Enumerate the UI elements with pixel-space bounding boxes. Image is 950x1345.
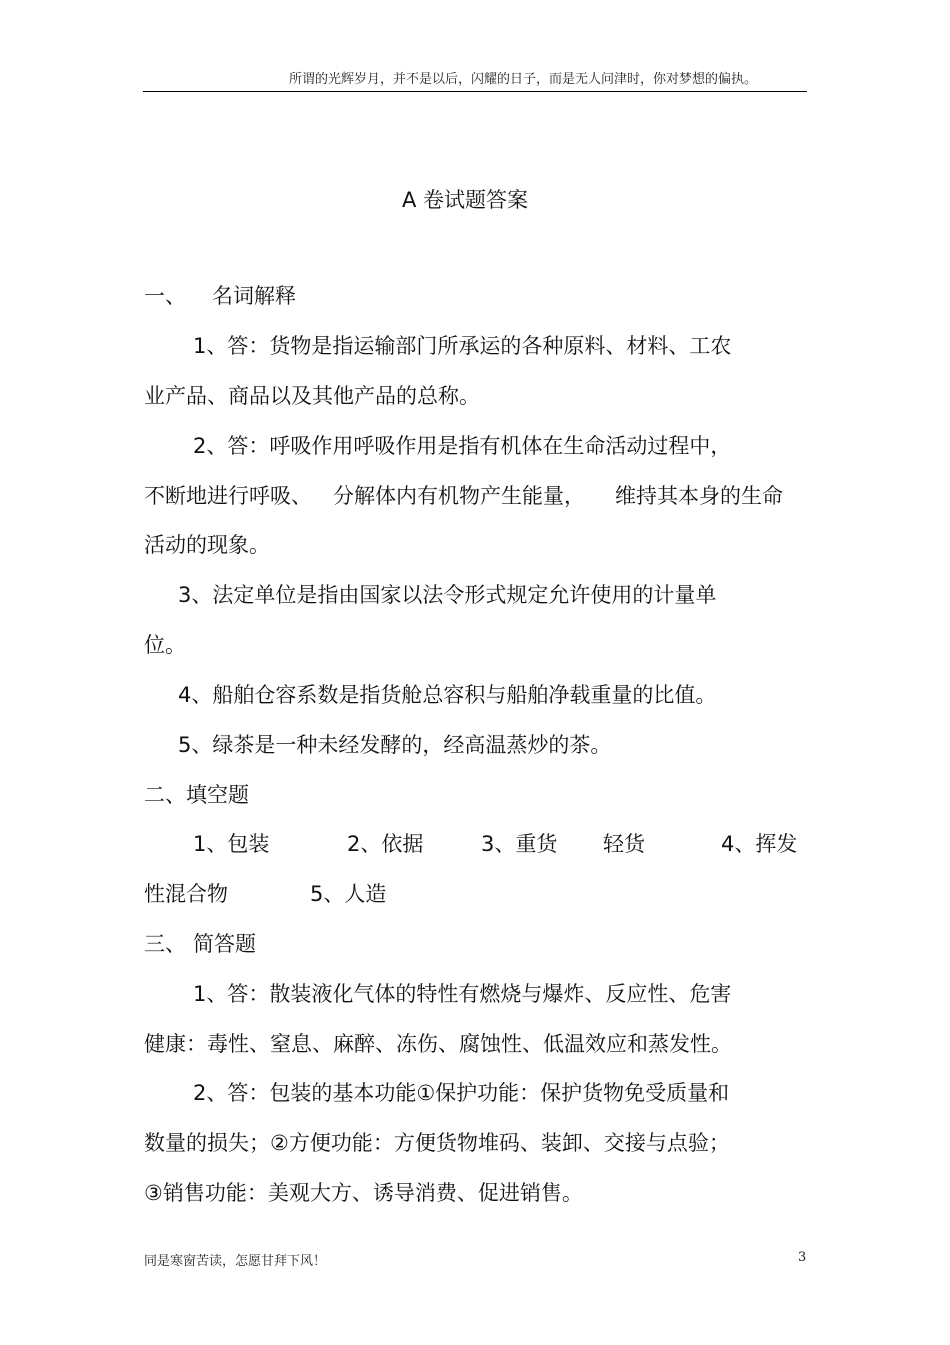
s2-answer-2: 2、依据 bbox=[347, 832, 424, 856]
s2-answer-4b: 性混合物 bbox=[144, 882, 228, 906]
s2-answer-5: 5、人造 bbox=[310, 882, 387, 906]
s3-q2-line3: ③销售功能：美观大方、诱导消费、促进销售。 bbox=[144, 1181, 583, 1205]
s1-q2-line3: 活动的现象。 bbox=[144, 533, 270, 557]
page-number: 3 bbox=[798, 1250, 807, 1265]
s1-q2-line2b: 分解体内有机物产生能量， bbox=[333, 484, 585, 508]
s1-q5: 5、绿茶是一种未经发酵的，经高温蒸炒的茶。 bbox=[178, 733, 612, 757]
s1-q2-line2a: 不断地进行呼吸、 bbox=[144, 484, 312, 508]
s1-q1-line1: 1、答：货物是指运输部门所承运的各种原料、材料、工农 bbox=[193, 334, 732, 358]
footer-motto: 同是寒窗苦读，怎愿甘拜下风！ bbox=[144, 1254, 327, 1269]
page-title: A 卷试题答案 bbox=[402, 188, 529, 212]
s2-answer-3: 3、重货 bbox=[481, 832, 558, 856]
s3-q1-line1: 1、答：散装液化气体的特性有燃烧与爆炸、反应性、危害 bbox=[193, 982, 732, 1006]
s1-q4: 4、船舶仓容系数是指货舱总容积与船舶净载重量的比值。 bbox=[178, 683, 717, 707]
s2-answer-4: 4、挥发 bbox=[721, 832, 798, 856]
section2-heading: 二、填空题 bbox=[144, 783, 249, 807]
s2-answer-3b: 轻货 bbox=[603, 832, 645, 856]
s2-answer-1: 1、包装 bbox=[193, 832, 270, 856]
s1-q3-line2: 位。 bbox=[144, 633, 186, 657]
s3-q2-line1: 2、答：包装的基本功能①保护功能：保护货物免受质量和 bbox=[193, 1081, 730, 1105]
s3-q1-line2: 健康：毒性、窒息、麻醉、冻伤、腐蚀性、低温效应和蒸发性。 bbox=[144, 1032, 732, 1056]
section1-number: 一、 bbox=[144, 284, 186, 308]
header-rule bbox=[143, 91, 807, 92]
section3-number: 三、 bbox=[144, 932, 186, 956]
header-quote: 所谓的光辉岁月，并不是以后，闪耀的日子，而是无人问津时，你对梦想的偏执。 bbox=[289, 72, 758, 87]
s3-q2-line2: 数量的损失；②方便功能：方便货物堆码、装卸、交接与点验； bbox=[144, 1131, 730, 1155]
s1-q2-line1: 2、答：呼吸作用呼吸作用是指有机体在生命活动过程中， bbox=[193, 434, 732, 458]
section1-heading: 名词解释 bbox=[212, 284, 296, 308]
section3-heading: 简答题 bbox=[193, 932, 256, 956]
s1-q2-line2c: 维持其本身的生命 bbox=[615, 484, 783, 508]
s1-q1-line2: 业产品、商品以及其他产品的总称。 bbox=[144, 384, 480, 408]
s1-q3-line1: 3、法定单位是指由国家以法令形式规定允许使用的计量单 bbox=[178, 583, 717, 607]
